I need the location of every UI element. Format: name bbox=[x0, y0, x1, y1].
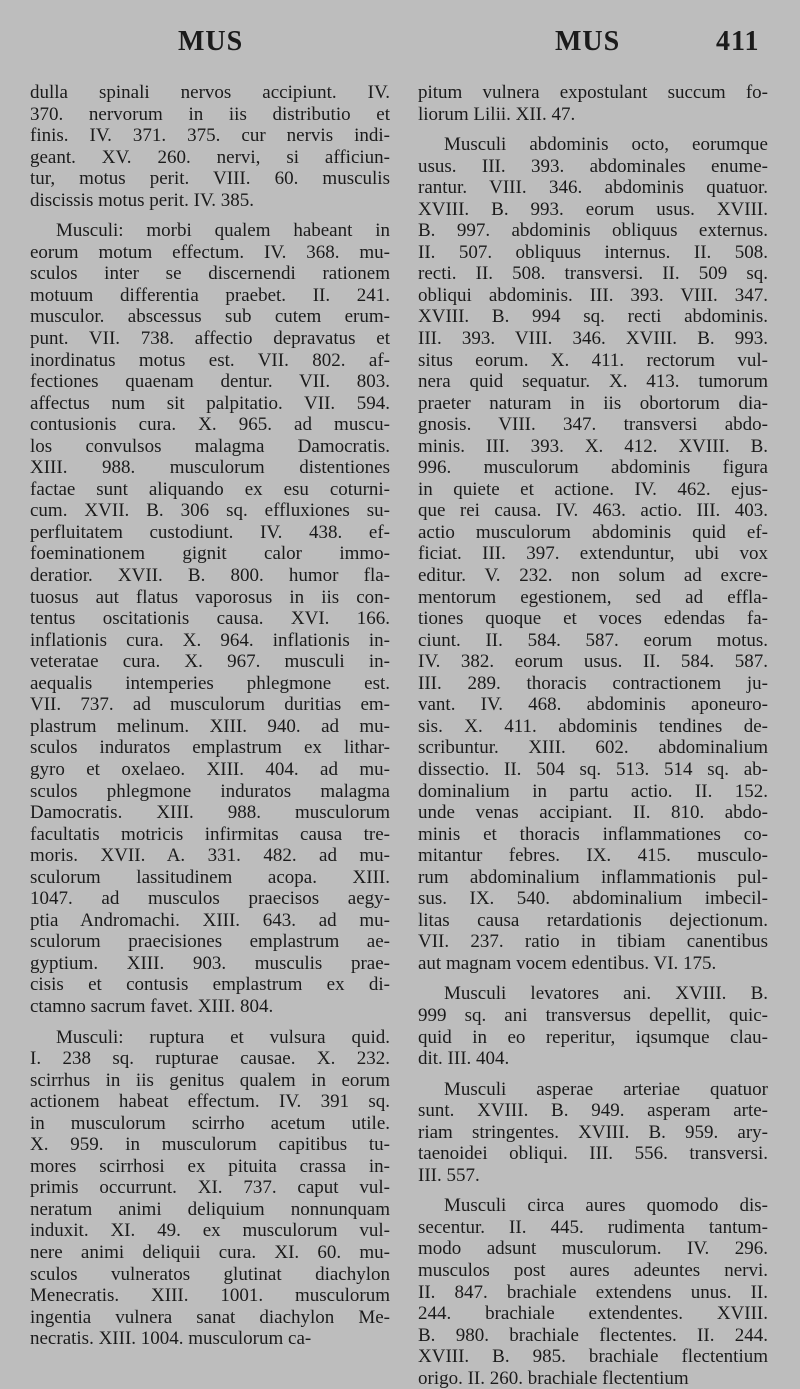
text-line: III. 393. VIII. 346. XVIII. B. 993. bbox=[418, 328, 768, 350]
text-line: neratum animi deliquium nonnunquam bbox=[30, 1198, 390, 1220]
text-line: recti. II. 508. transversi. II. 509 sq. bbox=[418, 263, 768, 285]
text-line: 244. brachiale extendentes. XVIII. bbox=[418, 1303, 768, 1325]
text-line: usus. III. 393. abdominales enume- bbox=[418, 155, 768, 177]
text-line: induxit. XI. 49. ex musculorum vul- bbox=[30, 1220, 390, 1242]
text-line: taenoidei obliqui. III. 556. transversi. bbox=[418, 1143, 768, 1165]
text-line: primis occurrunt. XI. 737. caput vul- bbox=[30, 1177, 390, 1199]
text-line: origo. II. 260. brachiale flectentium bbox=[418, 1367, 689, 1389]
text-line: rantur. VIII. 346. abdominis quatuor. bbox=[418, 177, 768, 199]
text-line: Damocratis. XIII. 988. musculorum bbox=[30, 802, 390, 824]
text-line: tiones quoque et voces edendas fa- bbox=[418, 608, 768, 630]
text-line: in quiete et actione. IV. 462. ejus- bbox=[418, 478, 768, 500]
text-line: finis. IV. 371. 375. cur nervis indi- bbox=[30, 125, 390, 147]
text-line: minis et thoracis inflammationes co- bbox=[418, 823, 768, 845]
page-number: 411 bbox=[716, 26, 760, 57]
text-line: fectiones quaenam dentur. VII. 803. bbox=[30, 371, 390, 393]
text-line: nere animi deliquii cura. XI. 60. mu- bbox=[30, 1241, 390, 1263]
text-line: dissectio. II. 504 sq. 513. 514 sq. ab- bbox=[418, 758, 768, 780]
text-line: plastrum melinum. XIII. 940. ad mu- bbox=[30, 715, 390, 737]
text-line: dominalium in partu actio. II. 152. bbox=[418, 780, 768, 802]
text-line: III. 557. bbox=[418, 1164, 480, 1186]
text-line: Musculi: ruptura et vulsura quid. bbox=[56, 1026, 390, 1048]
text-line: XVIII. B. 985. brachiale flectentium bbox=[418, 1346, 768, 1368]
text-line: facultatis motricis infirmitas causa tre- bbox=[30, 823, 390, 845]
text-line: sculos induratos emplastrum ex lithar- bbox=[30, 737, 390, 759]
text-line: ingentia vulnera sanat diachylon Me- bbox=[30, 1306, 390, 1328]
text-line: Musculi levatores ani. XVIII. B. bbox=[444, 983, 768, 1005]
text-line: scribuntur. XIII. 602. abdominalium bbox=[418, 737, 768, 759]
text-line: veteratae cura. X. 967. musculi in- bbox=[30, 651, 390, 673]
text-line: Menecratis. XIII. 1001. musculorum bbox=[30, 1285, 390, 1307]
text-line: actionem habeat effectum. IV. 391 sq. bbox=[30, 1091, 390, 1113]
text-line: ctamno sacrum favet. XIII. 804. bbox=[30, 995, 274, 1017]
text-line: mores scirrhosi ex pituita crassa in- bbox=[30, 1155, 390, 1177]
text-line: mitantur febres. IX. 415. musculo- bbox=[418, 845, 768, 867]
text-line: II. 507. obliquus internus. II. 508. bbox=[418, 241, 768, 263]
text-line: ficiat. III. 397. extenduntur, ubi vox bbox=[418, 543, 768, 565]
text-line: nera quid sequatur. X. 413. tumorum bbox=[418, 371, 768, 393]
text-line: sculos inter se discernendi rationem bbox=[30, 263, 390, 285]
text-line: musculos post aures adeuntes nervi. bbox=[418, 1259, 768, 1281]
text-line: 999 sq. ani transversus depellit, quic- bbox=[418, 1004, 768, 1026]
text-line: pitum vulnera expostulant succum fo- bbox=[418, 82, 768, 103]
text-line: punt. VII. 738. affectio depravatus et bbox=[30, 328, 390, 350]
text-line: sus. IX. 540. abdominalium imbecil- bbox=[418, 888, 768, 910]
text-line: XIII. 988. musculorum distentiones bbox=[30, 457, 390, 479]
text-line: sculorum praecisiones emplastrum ae- bbox=[30, 931, 390, 953]
text-line: sculos phlegmone induratos malagma bbox=[30, 780, 390, 802]
text-line: discissis motus perit. IV. 385. bbox=[30, 189, 254, 211]
text-line: I. 238 sq. rupturae causae. X. 232. bbox=[30, 1048, 390, 1070]
text-line: moris. XVII. A. 331. 482. ad mu- bbox=[30, 845, 390, 867]
text-line: motuum differentia praebet. II. 241. bbox=[30, 284, 390, 306]
text-line: X. 959. in musculorum capitibus tu- bbox=[30, 1134, 390, 1156]
text-line: XVIII. B. 993. eorum usus. XVIII. bbox=[418, 198, 768, 220]
text-line: unde venas accipiant. II. 810. abdo- bbox=[418, 802, 768, 824]
text-line: affectus num sit palpitatio. VII. 594. bbox=[30, 392, 390, 414]
text-line: III. 289. thoracis contractionem ju- bbox=[418, 672, 768, 694]
text-line: sis. X. 411. abdominis tendines de- bbox=[418, 715, 768, 737]
text-line: VII. 237. ratio in tibiam canentibus bbox=[418, 931, 768, 953]
text-line: 996. musculorum abdominis figura bbox=[418, 457, 768, 479]
text-line: foeminationem gignit calor immo- bbox=[30, 543, 390, 565]
text-line: Musculi circa aures quomodo dis- bbox=[444, 1195, 768, 1217]
text-line: actio musculorum abdominis quid ef- bbox=[418, 521, 768, 543]
text-line: vant. IV. 468. abdominis aponeuro- bbox=[418, 694, 768, 716]
text-line: aequalis intemperies phlegmone est. bbox=[30, 672, 390, 694]
text-line: Musculi: morbi qualem habeant in bbox=[56, 220, 390, 242]
text-line: 1047. ad musculos praecisos aegy- bbox=[30, 888, 390, 910]
text-line: 370. nervorum in iis distributio et bbox=[30, 103, 390, 125]
text-line: aut magnam vocem edentibus. VI. 175. bbox=[418, 952, 717, 974]
text-line: VII. 737. ad musculorum duritias em- bbox=[30, 694, 390, 716]
text-line: secentur. II. 445. rudimenta tantum- bbox=[418, 1216, 768, 1238]
text-line: perfluitatem custodiunt. IV. 438. ef- bbox=[30, 521, 390, 543]
text-line: quid in eo reperitur, iqsumque clau- bbox=[418, 1026, 768, 1048]
text-line: inflationis cura. X. 964. inflationis in- bbox=[30, 629, 390, 651]
text-line: obliqui abdominis. III. 393. VIII. 347. bbox=[418, 284, 768, 306]
text-line: geant. XV. 260. nervi, si afficiun- bbox=[30, 146, 390, 168]
text-line: Musculi asperae arteriae quatuor bbox=[444, 1078, 768, 1100]
text-line: inordinatus motus est. VII. 802. af- bbox=[30, 349, 390, 371]
text-line: modo adsunt musculorum. IV. 296. bbox=[418, 1238, 768, 1260]
text-line: XVIII. B. 994 sq. recti abdominis. bbox=[418, 306, 768, 328]
text-line: dulla spinali nervos accipiunt. IV. bbox=[30, 82, 390, 103]
text-line: sculorum lassitudinem acopa. XIII. bbox=[30, 866, 390, 888]
text-line: necratis. XIII. 1004. musculorum ca- bbox=[30, 1328, 312, 1350]
text-line: rum abdominalium inflammationis pul- bbox=[418, 866, 768, 888]
text-line: gyptium. XIII. 903. musculis prae- bbox=[30, 952, 390, 974]
text-line: riam stringentes. XVIII. B. 959. ary- bbox=[418, 1121, 768, 1143]
text-line: gnosis. VIII. 347. transversi abdo- bbox=[418, 414, 768, 436]
text-line: deratior. XVII. B. 800. humor fla- bbox=[30, 565, 390, 587]
text-line: cum. XVII. B. 306 sq. effluxiones su- bbox=[30, 500, 390, 522]
text-line: situs eorum. X. 411. rectorum vul- bbox=[418, 349, 768, 371]
text-line: editur. V. 232. non solum ad excre- bbox=[418, 565, 768, 587]
running-head-left: MUS bbox=[178, 26, 244, 57]
text-line: eorum motum effectum. IV. 368. mu- bbox=[30, 241, 390, 263]
text-line: que rei causa. IV. 463. actio. III. 403. bbox=[418, 500, 768, 522]
text-line: factae sunt aliquando ex esu coturni- bbox=[30, 478, 390, 500]
running-head-right: MUS bbox=[555, 26, 621, 57]
text-line: IV. 382. eorum usus. II. 584. 587. bbox=[418, 651, 768, 673]
text-line: sculos vulneratos glutinat diachylon bbox=[30, 1263, 390, 1285]
text-line: minis. III. 393. X. 412. XVIII. B. bbox=[418, 435, 768, 457]
left-column bbox=[30, 82, 390, 1350]
text-line: mentorum egestionem, sed ad effla- bbox=[418, 586, 768, 608]
text-line: ciunt. II. 584. 587. eorum motus. bbox=[418, 629, 768, 651]
text-line: litas causa retardationis dejectionum. bbox=[418, 909, 768, 931]
text-line: ptia Andromachi. XIII. 643. ad mu- bbox=[30, 909, 390, 931]
text-line: praeter naturam in iis obortorum dia- bbox=[418, 392, 768, 414]
text-line: dit. III. 404. bbox=[418, 1048, 510, 1070]
text-line: B. 980. brachiale flectentes. II. 244. bbox=[418, 1324, 768, 1346]
text-line: musculor. abscessus sub cutem erum- bbox=[30, 306, 390, 328]
text-line: Musculi abdominis octo, eorumque bbox=[444, 134, 768, 156]
text-line: gyro et oxelaeo. XIII. 404. ad mu- bbox=[30, 758, 390, 780]
text-line: contusionis cura. X. 965. ad muscu- bbox=[30, 414, 390, 436]
text-line: tentus oscitationis causa. XVI. 166. bbox=[30, 608, 390, 630]
text-line: sunt. XVIII. B. 949. asperam arte- bbox=[418, 1100, 768, 1122]
text-line: liorum Lilii. XII. 47. bbox=[418, 103, 576, 125]
text-line: cisis et contusis emplastrum ex di- bbox=[30, 974, 390, 996]
text-line: tur, motus perit. VIII. 60. musculis bbox=[30, 168, 390, 190]
right-column bbox=[418, 82, 768, 1389]
text-line: los convulsos malagma Damocratis. bbox=[30, 435, 390, 457]
text-line: B. 997. abdominis obliquus externus. bbox=[418, 220, 768, 242]
text-line: scirrhus in iis genitus qualem in eorum bbox=[30, 1069, 390, 1091]
text-line: II. 847. brachiale extendens unus. II. bbox=[418, 1281, 768, 1303]
text-line: in musculorum scirrho acetum utile. bbox=[30, 1112, 390, 1134]
text-line: tuosus aut flatus vaporosus in iis con- bbox=[30, 586, 390, 608]
